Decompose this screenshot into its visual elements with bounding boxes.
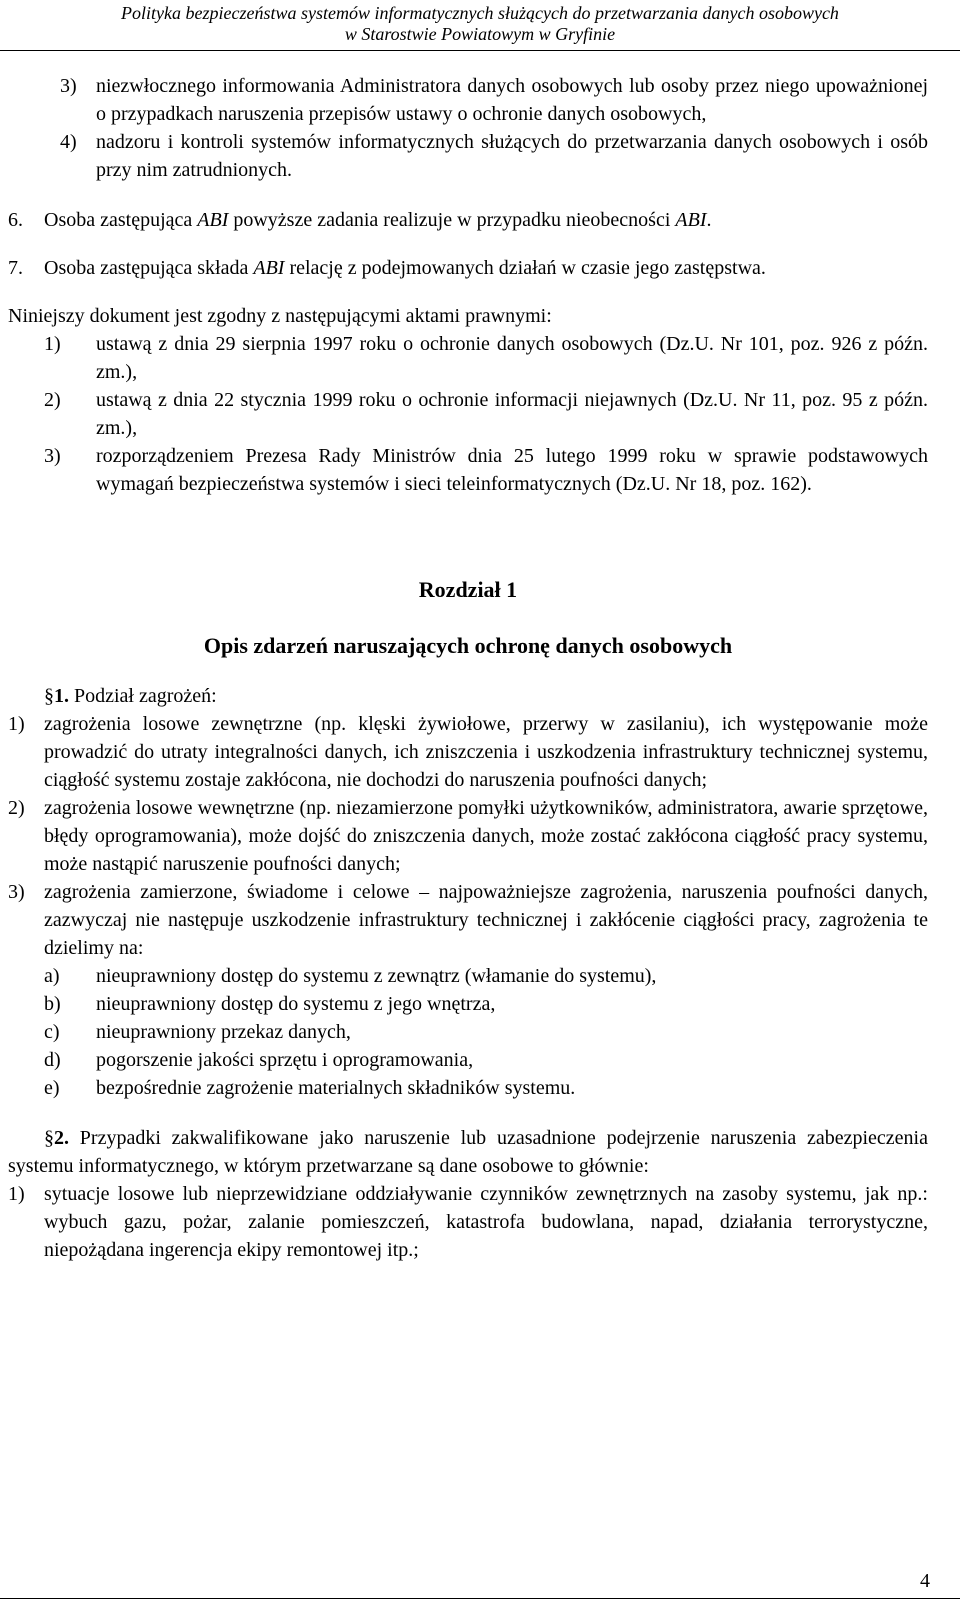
point-text: Osoba zastępująca składa xyxy=(44,257,254,279)
point-text: powyższe zadania realizuje w przypadku nieobecności xyxy=(228,209,676,231)
list-letter: a) xyxy=(44,965,60,987)
list-text: ustawą z dnia 22 stycznia 1999 roku o ochronie informacji niejawnych (Dz.U. Nr 11, poz. 95 z późn. zm.), xyxy=(96,389,928,439)
threat-item xyxy=(8,710,928,794)
legal-intro: Niniejszy dokument jest zgodny z następującymi aktami prawnymi: xyxy=(8,305,552,327)
list-letter: d) xyxy=(44,1049,61,1071)
list-text: sytuacje losowe lub nieprzewidziane oddziaływanie czynników zewnętrznych na zasoby systemu, jak np.: wybuch gazu, pożar, zalanie pomieszczeń, katastrofa budowlana, napad, działania terrorystyczne, niepożądana ingerencja ekipy remontowej itp.; xyxy=(44,1183,928,1261)
list-number: 1) xyxy=(8,1183,25,1205)
point-text: Osoba zastępująca xyxy=(44,209,198,231)
list-text: rozporządzeniem Prezesa Rady Ministrów dnia 25 lutego 1999 roku w sprawie podstawowych wymagań bezpieczeństwa systemów i sieci teleinformatycznych (Dz.U. Nr 18, poz. 162). xyxy=(96,445,928,495)
legal-item xyxy=(8,386,928,442)
point-number: 6. xyxy=(8,209,23,231)
page-header xyxy=(0,0,960,51)
section-1-heading xyxy=(8,682,928,710)
list-text: nadzoru i kontroli systemów informatycznych służących do przetwarzania danych osobowych i osób przy nim zatrudnionych. xyxy=(96,131,928,181)
chapter-subtitle: Opis zdarzeń naruszających ochronę danych osobowych xyxy=(203,633,733,658)
section-number xyxy=(8,1127,69,1149)
list-number: 3) xyxy=(44,445,61,467)
list-letter: c) xyxy=(44,1021,60,1043)
section-sign: § xyxy=(44,1127,54,1149)
list-number: 1) xyxy=(8,713,25,735)
list-number: 1) xyxy=(44,333,61,355)
abi-term: ABI xyxy=(253,257,285,279)
list-item xyxy=(8,128,928,184)
list-number: 2) xyxy=(8,797,25,819)
list-number: 3) xyxy=(60,75,77,97)
point-number: 7. xyxy=(8,257,23,279)
list-text: zagrożenia losowe zewnętrzne (np. klęski żywiołowe, przerwy w zasilaniu), ich występowanie może prowadzić do utraty integralności danych, ich zniszczenia i uszkodzenia infrastruktury technicznej systemu, ciągłość systemu zostaje zakłócona, nie dochodzi do naruszenia poufności danych; xyxy=(44,713,928,791)
list-text: bezpośrednie zagrożenie materialnych składników systemu. xyxy=(96,1077,576,1099)
legal-item xyxy=(8,330,928,386)
section-sign: § xyxy=(44,685,54,707)
footer-rule xyxy=(0,1598,960,1599)
section-title: Podział zagrożeń: xyxy=(69,685,217,707)
threat-subitem xyxy=(8,1074,928,1102)
threat-subitem xyxy=(8,1018,928,1046)
list-text: zagrożenia zamierzone, świadome i celowe – najpoważniejsze zagrożenia, naruszenia poufności danych, zazwyczaj nie następuje uszkodzenie infrastruktury technicznej i zakłócenie ciągłości pracy, zagrożenia te dzielimy na: xyxy=(44,881,928,959)
header-subtitle: w Starostwie Powiatowym w Gryfinie xyxy=(344,24,616,44)
legal-item xyxy=(8,442,928,498)
list-text: zagrożenia losowe wewnętrzne (np. niezamierzone pomyłki użytkowników, administratora, awarie sprzętowe, błędy oprogramowania), może dojść do zniszczenia danych, może zostać zakłócona ciągłość pracy systemu, może nastąpić naruszenie poufności danych; xyxy=(44,797,928,875)
point-7 xyxy=(8,254,928,282)
threat-subitem xyxy=(8,962,928,990)
page-number: 4 xyxy=(920,1570,930,1592)
list-text: nieuprawniony przekaz danych, xyxy=(96,1021,351,1043)
list-text: ustawą z dnia 29 sierpnia 1997 roku o ochronie danych osobowych (Dz.U. Nr 101, poz. 926 z późn. zm.), xyxy=(96,333,928,383)
abi-term: ABI xyxy=(675,209,707,231)
list-item xyxy=(8,72,928,128)
threat-subitem xyxy=(8,990,928,1018)
threat-item xyxy=(8,794,928,878)
list-text: nieuprawniony dostęp do systemu z jego wnętrza, xyxy=(96,993,496,1015)
point-text: relację z podejmowanych działań w czasie jego zastępstwa. xyxy=(284,257,766,279)
abi-term: ABI xyxy=(197,209,229,231)
list-text: nieuprawniony dostęp do systemu z zewnątrz (włamanie do systemu), xyxy=(96,965,657,987)
threat-item xyxy=(8,878,928,962)
section-num: 2. xyxy=(54,1127,69,1149)
section-text: Przypadki zakwalifikowane jako naruszenie lub uzasadnione podejrzenie naruszenia zabezpieczenia systemu informatycznego, w którym przetwarzane są dane osobowe to głównie: xyxy=(8,1127,928,1177)
list-text: niezwłocznego informowania Administratora danych osobowych lub osoby przez niego upoważnionej o przypadkach naruszenia przepisów ustawy o ochronie danych osobowych, xyxy=(96,75,928,125)
header-title: Polityka bezpieczeństwa systemów informatycznych służących do przetwarzania danych osobowych xyxy=(121,3,839,23)
point-text: . xyxy=(706,209,712,231)
section-2-paragraph xyxy=(8,1124,928,1180)
list-letter: e) xyxy=(44,1077,60,1099)
incident-item xyxy=(8,1180,928,1264)
point-6 xyxy=(8,206,928,234)
section-num: 1. xyxy=(54,685,69,707)
list-number: 3) xyxy=(8,881,25,903)
section-number xyxy=(44,685,69,707)
chapter-title: Rozdział 1 xyxy=(418,577,518,602)
document-body xyxy=(8,72,928,1264)
list-text: pogorszenie jakości sprzętu i oprogramowania, xyxy=(96,1049,474,1071)
threat-subitem xyxy=(8,1046,928,1074)
list-number: 4) xyxy=(60,131,77,153)
list-number: 2) xyxy=(44,389,61,411)
list-letter: b) xyxy=(44,993,61,1015)
